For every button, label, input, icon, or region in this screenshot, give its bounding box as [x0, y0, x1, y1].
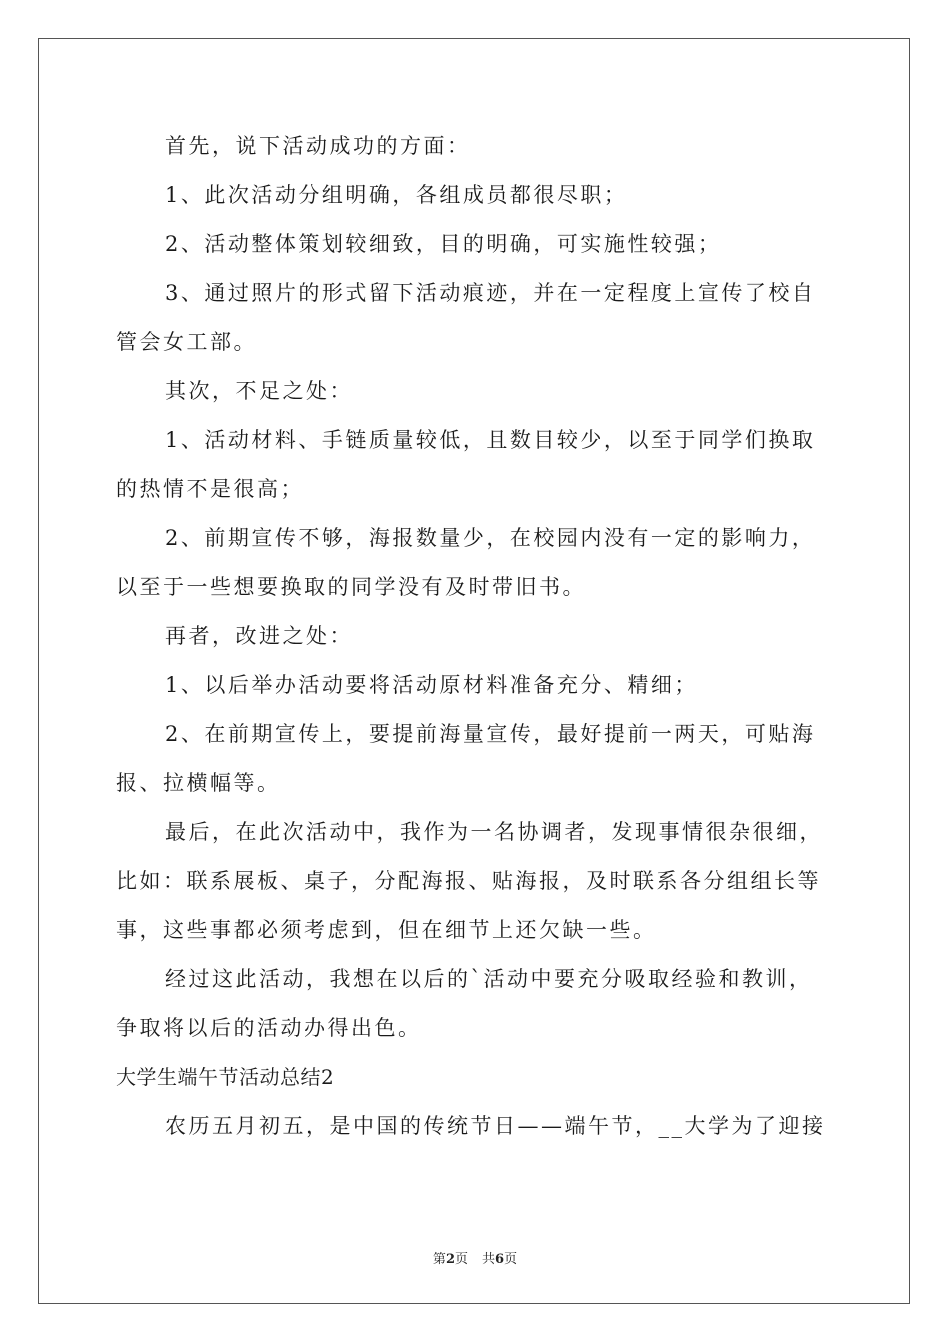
text-line: 2、活动整体策划较细致，目的明确，可实施性较强；	[165, 232, 722, 256]
text-line: 1、活动材料、手链质量较低，且数目较少，以至于同学们换取	[165, 428, 816, 452]
section-heading: 大学生端午节活动总结2	[116, 1065, 335, 1089]
text-line: 争取将以后的活动办得出色。	[116, 1016, 422, 1040]
text-line: 2、前期宣传不够，海报数量少，在校园内没有一定的影响力，	[165, 526, 816, 550]
text-line: 再者，改进之处：	[165, 624, 353, 648]
footer-page-number: 2	[445, 1252, 455, 1267]
footer-total-suffix: 页	[504, 1252, 518, 1267]
text-line: 1、此次活动分组明确，各组成员都很尽职；	[165, 183, 628, 207]
text-line: 的热情不是很高；	[116, 477, 304, 501]
text-line: 其次，不足之处：	[165, 379, 353, 403]
footer-total-pages: 6	[495, 1252, 505, 1267]
text-line: 事，这些事都必须考虑到，但在细节上还欠缺一些。	[116, 918, 657, 942]
text-line: 首先，说下活动成功的方面：	[165, 134, 471, 158]
text-line: 以至于一些想要换取的同学没有及时带旧书。	[116, 575, 586, 599]
document-body	[116, 122, 834, 1151]
text-line: 管会女工部。	[116, 330, 257, 354]
text-line: 最后，在此次活动中，我作为一名协调者，发现事情很杂很细，	[165, 820, 823, 844]
text-line: 报、拉横幅等。	[116, 771, 281, 795]
text-line: 1、以后举办活动要将活动原材料准备充分、精细；	[165, 673, 698, 697]
footer-page-prefix: 第	[432, 1252, 446, 1267]
text-line: 比如：联系展板、桌子，分配海报、贴海报，及时联系各分组组长等	[116, 869, 821, 893]
footer-page-suffix: 页	[454, 1252, 468, 1267]
text-line: 2、在前期宣传上，要提前海量宣传，最好提前一两天，可贴海	[165, 722, 816, 746]
text-line: 农历五月初五，是中国的传统节日——端午节，__大学为了迎接	[165, 1114, 826, 1138]
text-line: 经过这此活动，我想在以后的`活动中要充分吸取经验和教训，	[165, 967, 813, 991]
footer-total-prefix: 共	[482, 1252, 496, 1267]
text-line: 3、通过照片的形式留下活动痕迹，并在一定程度上宣传了校自	[165, 281, 816, 305]
page-footer	[0, 1248, 950, 1267]
